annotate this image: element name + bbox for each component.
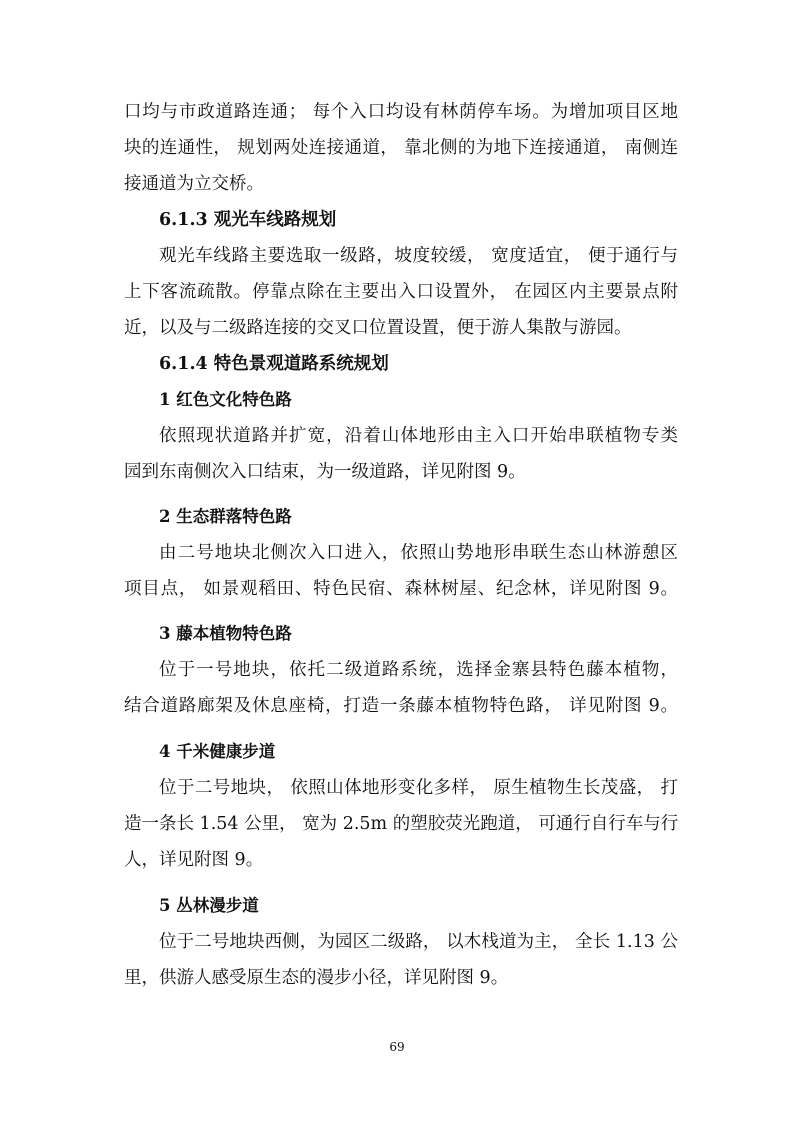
- subheading-vine-plant-road: 3 藤本植物特色路: [159, 624, 292, 643]
- intro-line-1: 口均与市政道路连通； 每个入口均设有林荫停车场。为增加项目区地: [124, 102, 678, 122]
- section-heading-6-1-3: 6.1.3 观光车线路规划: [159, 210, 337, 230]
- page-number: 69: [389, 1040, 405, 1054]
- jungle-walk-line-2: 里，供游人感受原生态的漫步小径，详见附图 9。: [124, 968, 509, 988]
- subheading-jungle-walk: 5 丛林漫步道: [159, 896, 259, 915]
- section-heading-6-1-4: 6.1.4 特色景观道路系统规划: [159, 354, 389, 374]
- eco-community-line-1: 由二号地块北侧次入口进入，依照山势地形串联生态山林游憩区: [159, 543, 678, 563]
- eco-community-line-2: 项目点， 如景观稻田、特色民宿、森林树屋、纪念林，详见附图 9。: [124, 579, 678, 599]
- health-trail-line-1: 位于二号地块， 依照山体地形变化多样， 原生植物生长茂盛， 打: [159, 778, 678, 798]
- intro-line-3: 接通道为立交桥。: [124, 174, 264, 194]
- section-6-1-3-line-3: 近，以及与二级路连接的交叉口位置设置，便于游人集散与游园。: [124, 318, 632, 338]
- health-trail-line-2: 造一条长 1.54 公里， 宽为 2.5m 的塑胶荧光跑道， 可通行自行车与行: [124, 814, 679, 834]
- health-trail-line-3: 人，详见附图 9。: [124, 850, 264, 870]
- red-culture-line-2: 园到东南侧次入口结束，为一级道路，详见附图 9。: [124, 462, 526, 482]
- red-culture-line-1: 依照现状道路并扩宽，沿着山体地形由主入口开始串联植物专类: [159, 426, 678, 446]
- jungle-walk-line-1: 位于二号地块西侧，为园区二级路， 以木栈道为主， 全长 1.13 公: [159, 932, 678, 952]
- intro-line-2: 块的连通性， 规划两处连接通道， 靠北侧的为地下连接通道， 南侧连: [124, 138, 678, 158]
- section-6-1-3-line-1: 观光车线路主要选取一级路，坡度较缓， 宽度适宜， 便于通行与: [159, 246, 678, 266]
- subheading-health-trail: 4 千米健康步道: [159, 742, 276, 761]
- section-6-1-3-line-2: 上下客流疏散。停靠点除在主要出入口设置外， 在园区内主要景点附: [124, 282, 678, 302]
- vine-plant-line-2: 结合道路廊架及休息座椅，打造一条藤本植物特色路， 详见附图 9。: [124, 696, 678, 716]
- subheading-eco-community-road: 2 生态群落特色路: [159, 507, 292, 526]
- vine-plant-line-1: 位于一号地块，依托二级道路系统，选择金寨县特色藤本植物，: [159, 660, 678, 680]
- subheading-red-culture-road: 1 红色文化特色路: [159, 390, 292, 409]
